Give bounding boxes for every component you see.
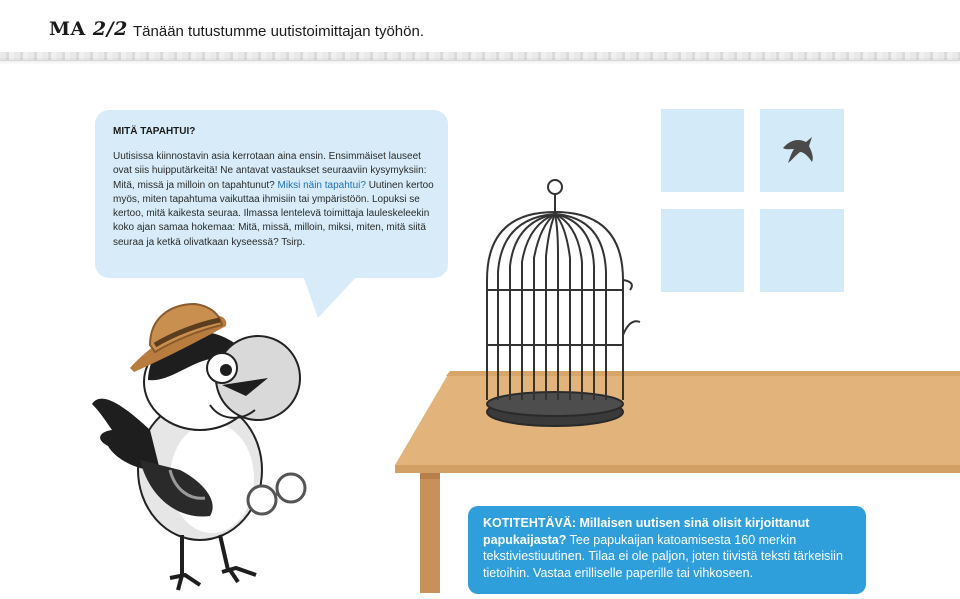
flying-bird-icon: [783, 137, 813, 163]
lesson-subtitle: Tänään tutustumme uutistoimittajan työhön.: [133, 23, 424, 40]
homework-text: [483, 515, 858, 581]
lesson-code-main: MA: [49, 18, 86, 40]
lesson-code-sub: 2/2: [92, 18, 128, 40]
bubble-paragraph-2: Uutinen kertoo myös, miten tapahtuma vaikuttaa ihmisiin tai ympäristöön. Lopuksi se kertoo, mitä kaikesta seuraa. Ilmassa lentelevä toimittaja lauleskeleekin koko ajan samaa hokemaa: Mitä, missä, milloin, miksi, miten, mitä siitä seuraa ja ketkä olivatkaan kyseessä? Tsirp.: [113, 179, 434, 248]
bubble-title: MITÄ TAPAHTUI?: [113, 126, 196, 137]
homework-instructions: Tee papukaijan katoamisesta 160 merkin tekstiviestiuutinen. Tilaa ei ole paljon, joten tiivistä teksti tärkeisiin tietoihin. Vastaa erilliselle paperille tai vihkoseen.: [483, 532, 843, 580]
homework-label: KOTITEHTÄVÄ: Millaisen uutisen sinä olisit kirjoittanut papukaijasta?: [483, 516, 810, 547]
bubble-paragraph-1: Uutisissa kiinnostavin asia kerrotaan aina ensin. Ensimmäiset lauseet ovat siis huipputärkeitä! Ne antavat vastaukset seuraaviin kysymyksiin: Mitä, missä ja milloin on tapahtunut?: [113, 151, 427, 191]
reporter-bird-illustration: [92, 304, 305, 590]
bubble-tail: [302, 273, 360, 318]
bubble-body: [113, 150, 438, 250]
bubble-question: Miksi näin tapahtui?: [277, 179, 366, 191]
